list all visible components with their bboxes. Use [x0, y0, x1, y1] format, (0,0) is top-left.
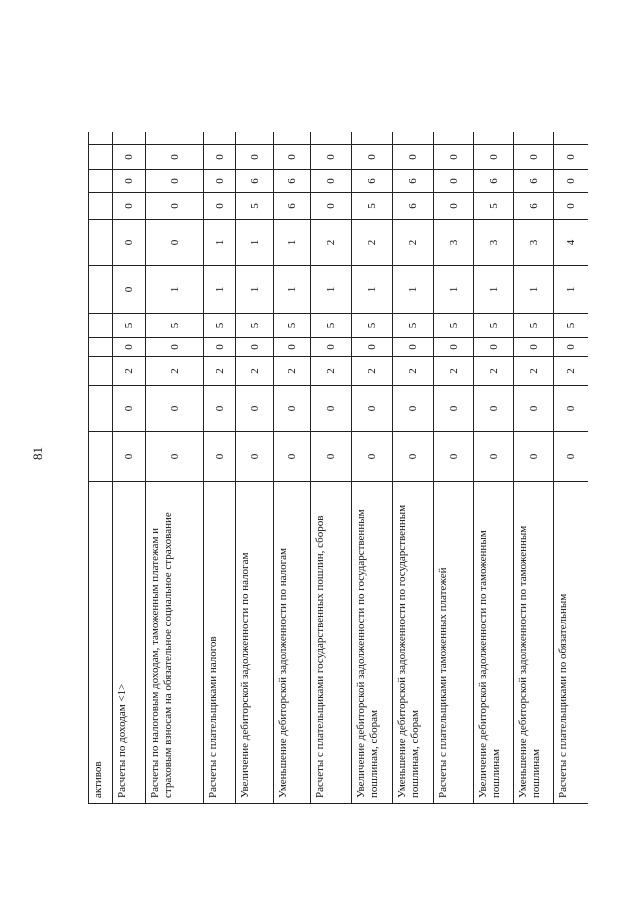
code-cell: 0 — [113, 220, 146, 266]
code-cell — [89, 145, 113, 170]
code-cell: 5 — [393, 314, 434, 338]
code-cell: 0 — [236, 338, 274, 357]
code-cell: 0 — [554, 432, 589, 482]
code-cell: 0 — [274, 145, 311, 170]
code-cell: 5 — [474, 314, 514, 338]
code-cell: 0 — [204, 170, 236, 193]
code-cell: 0 — [311, 338, 352, 357]
code-cell: 6 — [352, 170, 393, 193]
code-cell: 5 — [274, 314, 311, 338]
code-cell — [514, 132, 554, 145]
code-cell: 0 — [146, 170, 204, 193]
code-cell: 1 — [204, 220, 236, 266]
code-cell: 2 — [274, 357, 311, 386]
code-cell: 0 — [474, 386, 514, 432]
code-cell: 2 — [204, 357, 236, 386]
code-cell: 2 — [434, 357, 474, 386]
code-cell — [274, 132, 311, 145]
code-cell: 1 — [311, 266, 352, 314]
code-cell: 1 — [554, 266, 589, 314]
code-cell — [311, 132, 352, 145]
row-label: активов — [89, 482, 113, 804]
row-label: Уменьшение дебиторской задолженности по государственным пошлинам, сборам — [393, 482, 434, 804]
code-cell: 6 — [393, 170, 434, 193]
code-cell: 0 — [236, 432, 274, 482]
table-row — [311, 132, 352, 804]
row-label: Расчеты с плательщиками государственных пошлин, сборов — [311, 482, 352, 804]
code-cell: 6 — [474, 170, 514, 193]
row-label: Расчеты с плательщиками по обязательным — [554, 482, 589, 804]
code-cell — [146, 132, 204, 145]
code-cell: 6 — [274, 170, 311, 193]
code-cell: 0 — [434, 432, 474, 482]
code-cell: 5 — [474, 193, 514, 220]
code-cell: 0 — [554, 145, 589, 170]
code-cell: 2 — [352, 357, 393, 386]
code-cell — [89, 220, 113, 266]
code-cell: 0 — [393, 432, 434, 482]
code-cell — [89, 338, 113, 357]
code-cell: 1 — [274, 266, 311, 314]
page-number: 81 — [30, 447, 45, 460]
code-cell: 6 — [274, 193, 311, 220]
account-code-table — [88, 132, 588, 804]
table-row — [514, 132, 554, 804]
code-cell: 0 — [474, 338, 514, 357]
code-cell: 5 — [311, 314, 352, 338]
code-cell: 0 — [352, 145, 393, 170]
code-cell: 0 — [146, 432, 204, 482]
code-cell: 1 — [236, 220, 274, 266]
code-cell: 1 — [393, 266, 434, 314]
row-label: Расчеты с плательщиками налогов — [204, 482, 236, 804]
code-cell: 0 — [554, 170, 589, 193]
code-cell: 5 — [204, 314, 236, 338]
code-cell: 0 — [146, 220, 204, 266]
row-label: Уменьшение дебиторской задолженности по таможенным пошлинам — [514, 482, 554, 804]
code-cell: 5 — [236, 314, 274, 338]
code-cell: 2 — [113, 357, 146, 386]
code-cell: 1 — [204, 266, 236, 314]
code-cell: 1 — [274, 220, 311, 266]
code-cell: 0 — [514, 145, 554, 170]
table-row — [554, 132, 589, 804]
table-body — [89, 132, 589, 804]
code-cell: 0 — [146, 193, 204, 220]
code-cell: 2 — [554, 357, 589, 386]
code-cell: 3 — [434, 220, 474, 266]
code-cell: 0 — [393, 386, 434, 432]
code-cell: 0 — [113, 386, 146, 432]
code-cell: 1 — [474, 266, 514, 314]
code-cell: 0 — [236, 145, 274, 170]
code-cell: 1 — [434, 266, 474, 314]
code-cell: 0 — [113, 266, 146, 314]
table-row — [434, 132, 474, 804]
table-row — [474, 132, 514, 804]
code-cell: 2 — [311, 357, 352, 386]
code-cell: 5 — [236, 193, 274, 220]
code-cell: 0 — [113, 170, 146, 193]
table-row — [113, 132, 146, 804]
code-cell: 0 — [113, 193, 146, 220]
code-cell: 0 — [434, 170, 474, 193]
code-cell — [89, 193, 113, 220]
code-cell — [113, 132, 146, 145]
code-cell: 0 — [274, 338, 311, 357]
row-label: Расчеты с плательщиками таможенных платежей — [434, 482, 474, 804]
code-cell: 3 — [474, 220, 514, 266]
code-cell: 0 — [204, 338, 236, 357]
code-cell: 0 — [146, 145, 204, 170]
code-cell: 6 — [514, 170, 554, 193]
code-cell: 0 — [474, 145, 514, 170]
code-cell: 0 — [434, 338, 474, 357]
code-cell — [352, 132, 393, 145]
code-cell: 0 — [204, 193, 236, 220]
code-cell — [393, 132, 434, 145]
code-cell: 0 — [204, 145, 236, 170]
code-cell: 0 — [434, 145, 474, 170]
row-label: Расчеты по налоговым доходам, таможенным платежам и страховым взносам на обязательное социальное страхование — [146, 482, 204, 804]
code-cell: 0 — [514, 338, 554, 357]
code-cell: 0 — [311, 170, 352, 193]
code-cell — [434, 132, 474, 145]
code-cell: 5 — [514, 314, 554, 338]
row-label: Расчеты по доходам <1> — [113, 482, 146, 804]
code-cell: 2 — [352, 220, 393, 266]
code-cell: 0 — [113, 338, 146, 357]
code-cell — [474, 132, 514, 145]
code-cell: 0 — [554, 193, 589, 220]
code-cell — [204, 132, 236, 145]
code-cell: 2 — [474, 357, 514, 386]
code-cell: 5 — [554, 314, 589, 338]
row-label: Увеличение дебиторской задолженности по государственным пошлинам, сборам — [352, 482, 393, 804]
code-cell — [236, 132, 274, 145]
code-cell: 0 — [352, 432, 393, 482]
row-label: Увеличение дебиторской задолженности по таможенным пошлинам — [474, 482, 514, 804]
code-cell: 0 — [554, 386, 589, 432]
code-cell — [89, 386, 113, 432]
code-cell: 6 — [393, 193, 434, 220]
code-cell: 0 — [274, 432, 311, 482]
row-label: Увеличение дебиторской задолженности по налогам — [236, 482, 274, 804]
code-cell: 0 — [352, 338, 393, 357]
code-cell: 2 — [311, 220, 352, 266]
code-cell: 0 — [113, 145, 146, 170]
code-cell: 1 — [514, 266, 554, 314]
code-cell: 0 — [514, 432, 554, 482]
table-row — [146, 132, 204, 804]
code-cell: 6 — [514, 193, 554, 220]
code-cell: 0 — [393, 145, 434, 170]
code-cell: 0 — [514, 386, 554, 432]
code-cell — [89, 357, 113, 386]
code-cell: 2 — [393, 220, 434, 266]
code-cell: 0 — [434, 193, 474, 220]
code-cell: 1 — [352, 266, 393, 314]
code-cell: 0 — [554, 338, 589, 357]
code-cell: 2 — [393, 357, 434, 386]
table-wrapper — [88, 132, 588, 804]
row-label: Уменьшение дебиторской задолженности по налогам — [274, 482, 311, 804]
code-cell: 2 — [236, 357, 274, 386]
code-cell: 1 — [146, 266, 204, 314]
code-cell: 0 — [113, 432, 146, 482]
table-row — [274, 132, 311, 804]
code-cell: 5 — [146, 314, 204, 338]
code-cell: 2 — [514, 357, 554, 386]
code-cell: 0 — [204, 432, 236, 482]
code-cell: 0 — [204, 386, 236, 432]
code-cell: 0 — [311, 193, 352, 220]
code-cell: 5 — [352, 193, 393, 220]
code-cell: 0 — [393, 338, 434, 357]
code-cell: 0 — [311, 432, 352, 482]
table-row — [393, 132, 434, 804]
code-cell: 5 — [352, 314, 393, 338]
table-row — [204, 132, 236, 804]
code-cell — [89, 266, 113, 314]
rotated-table-container — [88, 132, 588, 804]
code-cell: 0 — [352, 386, 393, 432]
table-row — [236, 132, 274, 804]
code-cell: 1 — [236, 266, 274, 314]
code-cell: 3 — [514, 220, 554, 266]
code-cell — [89, 170, 113, 193]
code-cell: 2 — [146, 357, 204, 386]
table-row — [352, 132, 393, 804]
code-cell: 0 — [474, 432, 514, 482]
code-cell — [89, 432, 113, 482]
code-cell: 0 — [311, 386, 352, 432]
code-cell: 0 — [274, 386, 311, 432]
code-cell: 5 — [434, 314, 474, 338]
code-cell — [89, 314, 113, 338]
code-cell — [89, 132, 113, 145]
code-cell: 0 — [434, 386, 474, 432]
code-cell: 4 — [554, 220, 589, 266]
table-row — [89, 132, 113, 804]
code-cell — [554, 132, 589, 145]
code-cell: 0 — [236, 386, 274, 432]
code-cell: 0 — [311, 145, 352, 170]
code-cell: 6 — [236, 170, 274, 193]
code-cell: 5 — [113, 314, 146, 338]
code-cell: 0 — [146, 386, 204, 432]
code-cell: 0 — [146, 338, 204, 357]
